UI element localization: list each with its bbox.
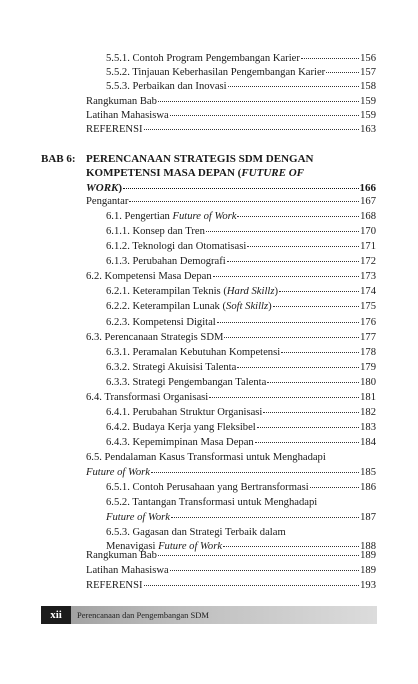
toc-entry-page: 184 (360, 437, 376, 448)
dot-leader (158, 554, 359, 556)
dot-leader (224, 336, 359, 338)
dot-leader (206, 230, 359, 232)
toc-entry-page: 179 (360, 362, 376, 373)
toc-entry-6-5-1[interactable]: 6.5.1. Contoh Perusahaan yang Bertransformasi 186 (106, 482, 376, 493)
toc-entry[interactable] (106, 210, 376, 224)
toc-entry-page: 168 (360, 211, 376, 222)
toc-entry-page: 178 (360, 347, 376, 358)
toc-entry[interactable] (106, 240, 376, 254)
toc-entry-label: 6.4. Transformasi Organisasi (86, 392, 209, 403)
page-footer (41, 606, 377, 624)
toc-entry-page: 174 (360, 286, 376, 297)
chapter-title-line1: PERENCANAAN STRATEGIS SDM DENGAN (86, 153, 314, 165)
toc-entry-label: 6.1.2. Teknologi dan Otomatisasi (106, 241, 247, 252)
dot-leader (281, 351, 359, 353)
dot-leader (257, 426, 359, 428)
toc-entry[interactable] (106, 300, 376, 314)
toc-entry-page: 172 (360, 256, 376, 267)
toc-entry[interactable] (106, 436, 376, 450)
toc-entry[interactable] (106, 255, 376, 269)
dot-leader (273, 305, 359, 307)
toc-entry[interactable] (106, 80, 376, 94)
chapter-title-line3[interactable]: WORK ) 166 (86, 182, 376, 194)
toc-entry[interactable] (106, 421, 376, 435)
toc-entry-page: 182 (360, 407, 376, 418)
dot-leader (213, 275, 359, 277)
toc-entry-page: 158 (360, 81, 376, 92)
dot-leader (263, 411, 359, 413)
toc-entry-label: 6.4.2. Budaya Kerja yang Fleksibel (106, 422, 256, 433)
toc-entry-6-5[interactable]: Future of Work 185 (86, 467, 376, 478)
toc-entry-page: 176 (360, 317, 376, 328)
dot-leader (255, 441, 359, 443)
toc-entry-label: REFERENSI (86, 580, 143, 591)
toc-entry-label: 6.2. Kompetensi Masa Depan (86, 271, 212, 282)
dot-leader (237, 215, 359, 217)
page-number: xii (41, 606, 71, 624)
toc-entry-page: 173 (360, 271, 376, 282)
toc-entry[interactable] (106, 52, 376, 66)
dot-leader (144, 128, 360, 130)
toc-entry-label: 6.2.3. Kompetensi Digital (106, 317, 216, 328)
dot-leader (144, 584, 360, 586)
chapter-title-line2: KOMPETENSI MASA DEPAN (FUTURE OF (86, 167, 304, 179)
toc-entry-label: Rangkuman Bab (86, 96, 157, 107)
toc-entry-label: 6.1.1. Konsep dan Tren (106, 226, 205, 237)
toc-entry[interactable] (86, 331, 376, 345)
dot-leader (227, 260, 359, 262)
toc-entry-label: 5.5.1. Contoh Program Pengembangan Karier (106, 53, 300, 64)
dot-leader (301, 57, 359, 59)
toc-entry-page: 189 (360, 550, 376, 561)
toc-entry[interactable] (106, 361, 376, 375)
toc-entry-6-5-line1: 6.5. Pendalaman Kasus Transformasi untuk Menghadapi (86, 452, 326, 463)
toc-entry-label: 6.1. Pengertian Future of Work (106, 211, 237, 222)
toc-entry-page: 167 (360, 196, 376, 207)
toc-entry-label: 6.1.3. Perubahan Demografi (106, 256, 226, 267)
toc-entry-page: 183 (360, 422, 376, 433)
toc-entry-label: Rangkuman Bab (86, 550, 157, 561)
toc-entry[interactable] (86, 270, 376, 284)
dot-leader (158, 100, 359, 102)
toc-entry[interactable] (106, 406, 376, 420)
toc-entry-label: 6.3.2. Strategi Akuisisi Talenta (106, 362, 237, 373)
toc-entry[interactable] (106, 285, 376, 299)
toc-entry-page: 180 (360, 377, 376, 388)
toc-entry-label: 5.5.3. Perbaikan dan Inovasi (106, 81, 227, 92)
toc-entry-label: 6.4.1. Perubahan Struktur Organisasi (106, 407, 263, 418)
dot-leader (279, 290, 359, 292)
toc-entry[interactable] (106, 66, 376, 80)
toc-entry-label: REFERENSI (86, 124, 143, 135)
dot-leader (209, 396, 359, 398)
dot-leader (170, 569, 359, 571)
toc-entry-label: 6.3. Perencanaan Strategis SDM (86, 332, 224, 343)
toc-entry[interactable] (86, 123, 376, 137)
toc-entry-6-5-3-line1: 6.5.3. Gagasan dan Strategi Terbaik dalam (106, 527, 286, 538)
book-title: Perencanaan dan Pengembangan SDM (77, 610, 209, 620)
toc-entry-label: 6.3.3. Strategi Pengembangan Talenta (106, 377, 267, 388)
toc-entry[interactable] (86, 95, 376, 109)
toc-entry-page: 171 (360, 241, 376, 252)
toc-entry[interactable] (106, 225, 376, 239)
toc-entry-label: 6.3.1. Peramalan Kebutuhan Kompetensi (106, 347, 281, 358)
toc-entry-label: Latihan Mahasiswa (86, 110, 169, 121)
toc-entry[interactable] (86, 109, 376, 123)
toc-entry[interactable] (86, 564, 376, 578)
toc-entry-label: 6.4.3. Kepemimpinan Masa Depan (106, 437, 254, 448)
dot-leader (237, 366, 359, 368)
toc-entry-6-5-2-line1: 6.5.2. Tantangan Transformasi untuk Menghadapi (106, 497, 318, 508)
dot-leader (129, 200, 359, 202)
dot-leader (247, 245, 359, 247)
toc-entry-page: 159 (360, 110, 376, 121)
toc-entry-label: Pengantar (86, 196, 129, 207)
dot-leader (228, 85, 359, 87)
toc-entry-page: 163 (360, 124, 376, 135)
toc-entry-label: 6.2.1. Keterampilan Teknis (Hard Skillz) (106, 286, 278, 297)
toc-entry-page: 189 (360, 565, 376, 576)
toc-entry[interactable] (86, 391, 376, 405)
toc-entry-page: 177 (360, 332, 376, 343)
chapter-number: BAB 6: (41, 153, 76, 165)
toc-entry[interactable] (86, 549, 376, 563)
toc-entry[interactable] (86, 579, 376, 593)
toc-entry-page: 157 (360, 67, 376, 78)
toc-entry-label: Latihan Mahasiswa (86, 565, 169, 576)
toc-entry-page: 181 (360, 392, 376, 403)
dot-leader (267, 381, 359, 383)
toc-entry-6-5-2[interactable]: Future of Work 187 (106, 512, 376, 523)
toc-entry-page: 170 (360, 226, 376, 237)
toc-entry-label: 6.2.2. Keterampilan Lunak (Soft Skillz) (106, 301, 272, 312)
dot-leader (170, 114, 359, 116)
toc-entry-page: 156 (360, 53, 376, 64)
dot-leader (217, 321, 359, 323)
toc-entry-page: 175 (360, 301, 376, 312)
toc-entry[interactable] (86, 195, 376, 209)
toc-entry[interactable] (106, 346, 376, 360)
toc-entry[interactable] (106, 316, 376, 330)
toc-entry-label: 5.5.2. Tinjauan Keberhasilan Pengembangan Karier (106, 67, 326, 78)
dot-leader (326, 71, 359, 73)
toc-entry[interactable] (106, 376, 376, 390)
chapter-page: 166 (359, 182, 376, 194)
toc-entry-page: 193 (360, 580, 376, 591)
toc-entry-6-5-3[interactable]: Menavigasi Future of Work 188 (106, 541, 376, 552)
toc-entry-page: 159 (360, 96, 376, 107)
